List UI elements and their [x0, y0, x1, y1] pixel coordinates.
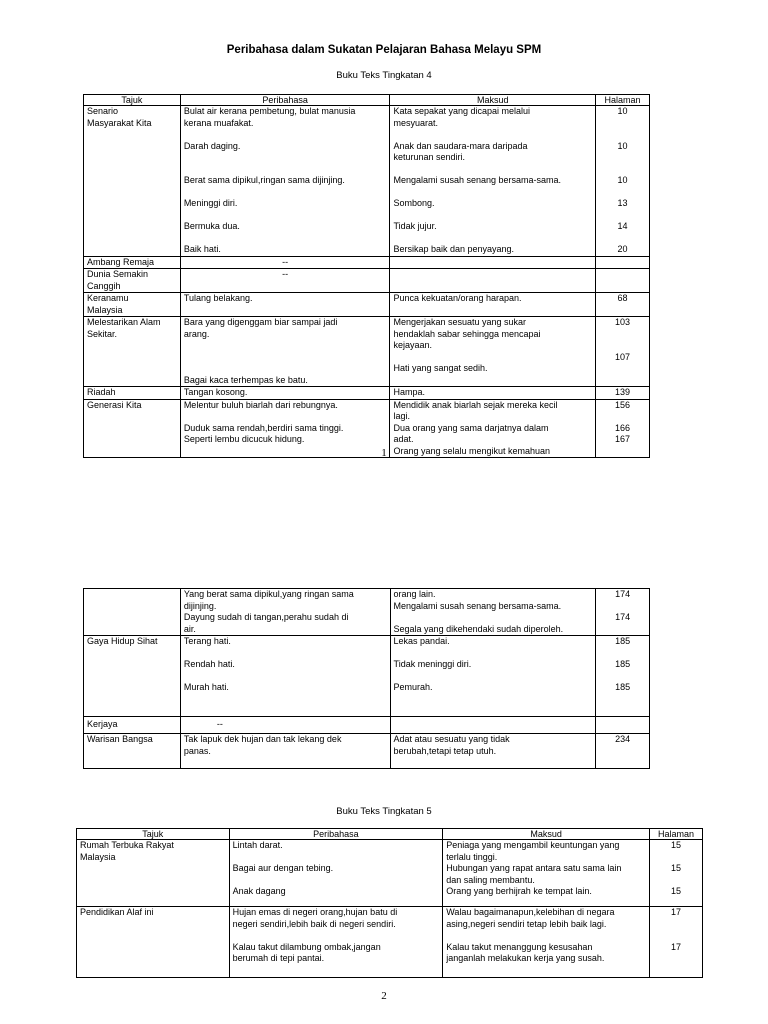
cell-peribahasa: Terang hati. Rendah hati. Murah hati.: [180, 636, 390, 717]
cell-peribahasa: Yang berat sama dipikul,yang ringan sama dijinjing. Dayung sudah di tangan,perahu sudah di air.: [180, 589, 390, 636]
cell-peribahasa: Melentur buluh biarlah dari rebungnya. Duduk sama rendah,berdiri sama tinggi. Seperti lembu dicucuk hidung.: [180, 399, 390, 458]
t5-table: [76, 828, 703, 978]
cell-tajuk: Gaya Hidup Sihat: [84, 636, 181, 717]
cell-maksud: Kata sepakat yang dicapai melalui mesyuarat. Anak dan saudara-mara daripada keturunan sendiri. Mengalami susah senang bersama-sama. Sombong. Tidak jujur. Bersikap baik dan penyayang.: [390, 106, 596, 257]
cell-peribahasa: --: [180, 269, 390, 293]
t4-table-part2: [83, 588, 650, 769]
cell-halaman: [596, 269, 650, 293]
cell-halaman: 174 174: [596, 589, 650, 636]
table-row: [77, 840, 703, 907]
page-title: Peribahasa dalam Sukatan Pelajaran Bahasa Melayu SPM: [226, 44, 542, 56]
cell-halaman: 68: [596, 293, 650, 317]
page-number: 1: [381, 447, 387, 459]
table-row: [84, 636, 650, 717]
cell-tajuk: Rumah Terbuka Rakyat Malaysia: [77, 840, 230, 907]
header-tajuk: Tajuk: [84, 95, 181, 106]
cell-maksud: Walau bagaimanapun,kelebihan di negara asing,negeri sendiri tetap lebih baik lagi. Kalau takut menanggung kesusahan janganlah melakukan kerja yang susah.: [443, 907, 650, 978]
table-row: [84, 387, 650, 400]
cell-peribahasa: --: [180, 717, 390, 734]
cell-maksud: Mengerjakan sesuatu yang sukar hendaklah sabar sehingga mencapai kejayaan. Hati yang sangat sedih.: [390, 317, 596, 387]
cell-maksud: Adat atau sesuatu yang tidak berubah,tetapi tetap utuh.: [390, 734, 596, 769]
t5-heading: Buku Teks Tingkatan 5: [336, 806, 432, 817]
cell-maksud: Lekas pandai. Tidak meninggi diri. Pemurah.: [390, 636, 596, 717]
cell-halaman: 10 10 10 13 14 20: [596, 106, 650, 257]
table-row: [84, 106, 650, 257]
cell-tajuk: Senario Masyarakat Kita: [84, 106, 181, 257]
cell-tajuk: Dunia Semakin Canggih: [84, 269, 181, 293]
cell-peribahasa: Bara yang digenggam biar sampai jadi arang. Bagai kaca terhempas ke batu.: [180, 317, 390, 387]
cell-tajuk: Warisan Bangsa: [84, 734, 181, 769]
header-halaman: Halaman: [650, 829, 703, 840]
table-row: [84, 317, 650, 387]
cell-peribahasa: Lintah darat. Bagai aur dengan tebing. Anak dagang: [229, 840, 443, 907]
table-header: [84, 95, 650, 106]
t4-table-part1: [83, 94, 650, 458]
cell-halaman: [596, 717, 650, 734]
table-row: [84, 717, 650, 734]
cell-peribahasa: Tak lapuk dek hujan dan tak lekang dek panas.: [180, 734, 390, 769]
cell-halaman: 139: [596, 387, 650, 400]
cell-halaman: 103 107: [596, 317, 650, 387]
cell-maksud: Mendidik anak biarlah sejak mereka kecil lagi. Dua orang yang sama darjatnya dalam adat. Orang yang selalu mengikut kemahuan: [390, 399, 596, 458]
cell-peribahasa: Hujan emas di negeri orang,hujan batu di negeri sendiri,lebih baik di negeri sendiri. Kalau takut dilambung ombak,jangan berumah di tepi pantai.: [229, 907, 443, 978]
cell-tajuk: Riadah: [84, 387, 181, 400]
cell-halaman: 17 17: [650, 907, 703, 978]
header-halaman: Halaman: [596, 95, 650, 106]
table-row: [84, 256, 650, 269]
cell-peribahasa: --: [180, 256, 390, 269]
cell-tajuk: Keranamu Malaysia: [84, 293, 181, 317]
cell-halaman: 234: [596, 734, 650, 769]
cell-peribahasa: Tangan kosong.: [180, 387, 390, 400]
cell-maksud: [390, 269, 596, 293]
cell-peribahasa: Tulang belakang.: [180, 293, 390, 317]
header-maksud: Maksud: [390, 95, 596, 106]
cell-tajuk: [84, 589, 181, 636]
cell-halaman: [596, 256, 650, 269]
cell-halaman: 15 15 15: [650, 840, 703, 907]
cell-tajuk: Kerjaya: [84, 717, 181, 734]
cell-tajuk: Ambang Remaja: [84, 256, 181, 269]
table-row: [84, 269, 650, 293]
header-maksud: Maksud: [443, 829, 650, 840]
cell-tajuk: Pendidikan Alaf ini: [77, 907, 230, 978]
cell-halaman: 156 166 167: [596, 399, 650, 458]
table-row: [84, 293, 650, 317]
cell-maksud: Hampa.: [390, 387, 596, 400]
table-row: [84, 589, 650, 636]
cell-peribahasa: Bulat air kerana pembetung, bulat manusia kerana muafakat. Darah daging. Berat sama dipikul,ringan sama dijinjing. Meninggi diri. Bermuka dua. Baik hati.: [180, 106, 390, 257]
cell-maksud: [390, 256, 596, 269]
header-peribahasa: Peribahasa: [229, 829, 443, 840]
table-header: [77, 829, 703, 840]
header-peribahasa: Peribahasa: [180, 95, 390, 106]
cell-maksud: Punca kekuatan/orang harapan.: [390, 293, 596, 317]
cell-maksud: Peniaga yang mengambil keuntungan yang terlalu tinggi. Hubungan yang rapat antara satu sama lain dan saling membantu. Orang yang berhijrah ke tempat lain.: [443, 840, 650, 907]
cell-tajuk: Generasi Kita: [84, 399, 181, 458]
t4-heading: Buku Teks Tingkatan 4: [336, 70, 432, 81]
table-row: [77, 907, 703, 978]
page-number: 2: [381, 990, 387, 1002]
cell-maksud: [390, 717, 596, 734]
header-tajuk: Tajuk: [77, 829, 230, 840]
table-row: [84, 734, 650, 769]
cell-halaman: 185 185 185: [596, 636, 650, 717]
cell-tajuk: Melestarikan Alam Sekitar.: [84, 317, 181, 387]
cell-maksud: orang lain. Mengalami susah senang bersama-sama. Segala yang dikehendaki sudah diperoleh.: [390, 589, 596, 636]
